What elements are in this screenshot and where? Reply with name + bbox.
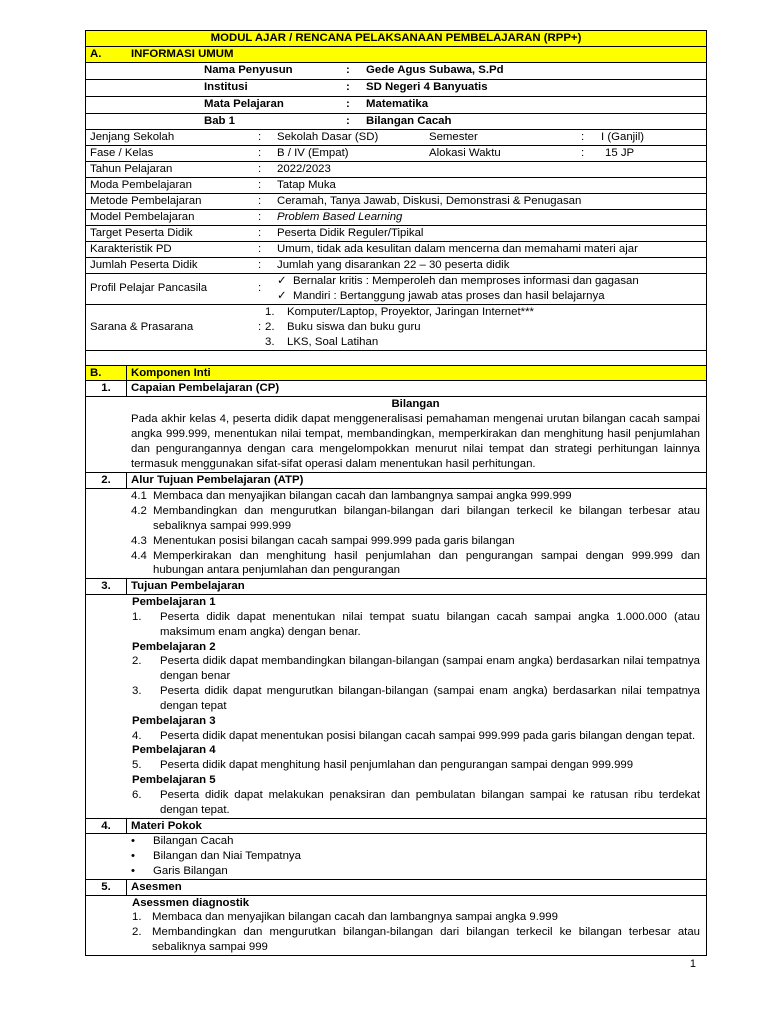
list-number: 3. [265,335,275,348]
info-colon: : [258,282,262,295]
atp-body-row [86,489,707,579]
cp-label: Capaian Pembelajaran (CP) [127,381,707,397]
section-b-letter: B. [86,365,127,381]
identity-colon: : [346,81,350,94]
info-row-fase [86,145,707,161]
info-row [86,209,707,225]
tp-group-heading: Pembelajaran 1 [132,596,216,609]
info-key: Fase / Kelas [90,146,154,159]
profil-row [86,273,707,304]
identity-key: Mata Pelajaran [204,98,284,111]
semester-value: I (Ganjil) [601,130,645,143]
alokasi-value: 15 JP [605,146,635,159]
identity-value: Gede Agus Subawa, S.Pd [366,64,504,77]
info-value: Ceramah, Tanya Jawab, Diskusi, Demonstrasi & Penugasan [277,194,582,207]
cp-number: 1. [86,381,127,397]
info-colon: : [258,146,262,159]
check-icon: ✓ [277,289,287,302]
asesmen-label: Asesmen [127,879,707,895]
asesmen-number: 5. [86,879,127,895]
cp-heading: Bilangan [391,398,440,411]
tp-item: 1. Peserta didik dapat menentukan nilai tempat suatu bilangan cacah sampai angka 1.000.000 (atau maksimum enam angka) dengan benar. [132,610,700,638]
semester-key: Semester [429,130,478,143]
tp-item: 5. Peserta didik dapat menghitung hasil penjumlahan dan pengurangan sampai dengan 999.999 [132,759,634,772]
info-value: Tatap Muka [277,178,336,191]
info-value: Problem Based Learning [277,210,403,223]
info-key: Profil Pelajar Pancasila [90,282,208,295]
document-title: MODUL AJAR / RENCANA PELAKSANAAN PEMBELAJARAN (RPP+) [86,31,707,47]
info-value: Umum, tidak ada kesulitan dalam mencerna dan memahami materi ajar [277,242,638,255]
bullet-icon: • [131,850,135,863]
atp-label: Alur Tujuan Pembelajaran (ATP) [127,473,707,489]
bullet-icon: • [131,864,135,877]
info-colon: : [258,210,262,223]
section-a-letter: A. [90,47,102,60]
identity-colon: : [346,64,350,77]
info-key: Tahun Pelajaran [90,162,173,175]
info-colon: : [258,178,262,191]
info-colon: : [581,130,585,143]
info-value: Sekolah Dasar (SD) [277,130,379,143]
asesmen-item: 2. Membandingkan dan mengurutkan bilangan-bilangan dari bilangan terkecil ke bilangan terbesar atau sebaliknya sampai 999 [132,926,700,954]
asesmen-sub-heading: Asessmen diagnostik [132,896,250,909]
identity-row [204,63,706,79]
info-value: B / IV (Empat) [277,146,349,159]
tp-item: 2. Peserta didik dapat membandingkan bilangan-bilangan (sampai enam angka) berdasarkan nilai tempatnya dengan benar [132,655,700,683]
asesmen-item: 1. Membaca dan menyajikan bilangan cacah dan lambangnya sampai angka 9.999 [132,911,558,924]
tp-group-heading: Pembelajaran 2 [132,640,216,653]
identity-row [86,113,706,129]
identity-value: Matematika [366,98,429,111]
info-row [86,161,707,177]
list-number: 1. [265,305,275,318]
atp-item: 4.2 Membandingkan dan mengurutkan bilangan-bilangan dari bilangan terkecil ke bilangan terbesar atau sebaliknya sampai 999.999 [131,505,700,532]
info-row [86,257,707,273]
info-value: Peserta Didik Reguler/Tipikal [277,226,424,239]
info-colon: : [258,226,262,239]
profil-item: Bernalar kritis : Memperoleh dan memproses informasi dan gagasan [293,274,639,287]
info-key: Moda Pembelajaran [90,178,192,191]
tp-item: 6. Peserta didik dapat melakukan penaksiran dan pembulatan bilangan sampai ke ratusan ribu terdekat dengan tepat. [132,788,700,816]
asesmen-header-row [86,879,707,895]
identity-block [86,62,707,129]
info-colon: : [258,320,262,333]
profil-item: Mandiri : Bertanggung jawab atas proses dan hasil belajarnya [293,289,605,302]
tp-item: 3. Peserta didik dapat mengurutkan bilangan-bilangan (sampai enam angka) berdasarkan nilai tempatnya dengan tepat [132,685,700,712]
identity-key: Nama Penyusun [204,64,293,77]
info-row [86,241,707,257]
page-number: 1 [689,958,696,970]
materi-number: 4. [86,818,127,834]
info-key: Jenjang Sekolah [90,130,175,143]
info-value: Jumlah yang disarankan 22 – 30 peserta didik [277,258,510,271]
section-b-label: Komponen Inti [127,365,707,381]
info-colon: : [258,194,262,207]
tp-header-row [86,579,707,595]
info-value: 2022/2023 [277,162,331,175]
tp-group-heading: Pembelajaran 5 [132,774,216,787]
section-a-row [86,46,707,62]
cp-header-row [86,381,707,397]
materi-item: • Bilangan dan Niai Tempatnya [131,850,301,863]
rpp-table [85,30,707,956]
title-row [86,31,707,47]
cp-body-row [86,397,707,473]
atp-number: 2. [86,473,127,489]
identity-value: SD Negeri 4 Banyuatis [366,81,488,94]
materi-item: • Bilangan Cacah [131,835,234,848]
info-row [86,193,707,209]
info-key: Model Pembelajaran [90,210,195,223]
atp-header-row [86,473,707,489]
identity-colon: : [346,98,350,111]
alokasi-key: Alokasi Waktu [429,146,501,159]
sarana-item: LKS, Soal Latihan [287,335,379,348]
info-colon: : [581,146,585,159]
tp-group-heading: Pembelajaran 4 [132,744,216,757]
sarana-item: Komputer/Laptop, Proyektor, Jaringan Internet*** [287,305,534,318]
info-row-jenjang [86,129,707,145]
list-number: 2. [265,320,275,333]
materi-item: • Garis Bilangan [131,864,228,877]
identity-colon: : [346,114,350,127]
tp-item: 4. Peserta didik dapat menentukan posisi bilangan cacah sampai 999.999 pada garis bilangan dengan tepat. [132,729,696,742]
identity-key: Institusi [204,81,248,94]
section-b-row [86,365,707,381]
info-key: Karakteristik PD [90,242,172,255]
bullet-icon: • [131,835,135,848]
section-a-label: INFORMASI UMUM [131,47,234,60]
info-key: Jumlah Peserta Didik [90,258,198,271]
tp-group-heading: Pembelajaran 3 [132,714,216,727]
info-colon: : [258,130,262,143]
info-key: Sarana & Prasarana [90,320,194,333]
info-colon: : [258,258,262,271]
check-icon: ✓ [277,274,287,287]
identity-value: Bilangan Cacah [366,114,452,127]
identity-row [86,96,706,113]
atp-item: 4.4 Memperkirakan dan menghitung hasil penjumlahan dan pengurangan sampai dengan 999.999 dan hubungan antara penjumlahan dan pengurangan [131,549,700,577]
identity-row [86,79,706,96]
asesmen-body-row [86,895,707,955]
tp-number: 3. [86,579,127,595]
materi-label: Materi Pokok [127,818,707,834]
identity-key: Bab 1 [204,114,236,127]
atp-item: 4.3 Menentukan posisi bilangan cacah sampai 999.999 pada garis bilangan [131,534,515,547]
materi-body-row [86,834,707,879]
info-colon: : [258,162,262,175]
tp-label: Tujuan Pembelajaran [127,579,707,595]
sarana-row [86,304,707,350]
spacer-row [86,350,707,365]
cp-text: Pada akhir kelas 4, peserta didik dapat menggeneralisasi pemahaman mengenai urutan bilangan cacah sampai angka 999.999, menentukan nilai tempat, membandingkan, memperkirakan dan menghitung hasil penjumlahan dan pengurangannya dengan cara mengelompokkan menurut nilai tempat dan strategi perhitungan lainnya termasuk menggunakan sifat-sifat operasi dalam menentukan hasil perhitungan. [131,413,700,470]
atp-item: 4.1 Membaca dan menyajikan bilangan cacah dan lambangnya sampai angka 999.999 [131,490,572,503]
info-key: Metode Pembelajaran [90,194,202,207]
info-row [86,177,707,193]
tp-body-row [86,595,707,818]
document-page [85,30,706,956]
sarana-item: Buku siswa dan buku guru [287,320,421,333]
info-key: Target Peserta Didik [90,226,193,239]
info-row [86,225,707,241]
info-colon: : [258,242,262,255]
materi-header-row [86,818,707,834]
